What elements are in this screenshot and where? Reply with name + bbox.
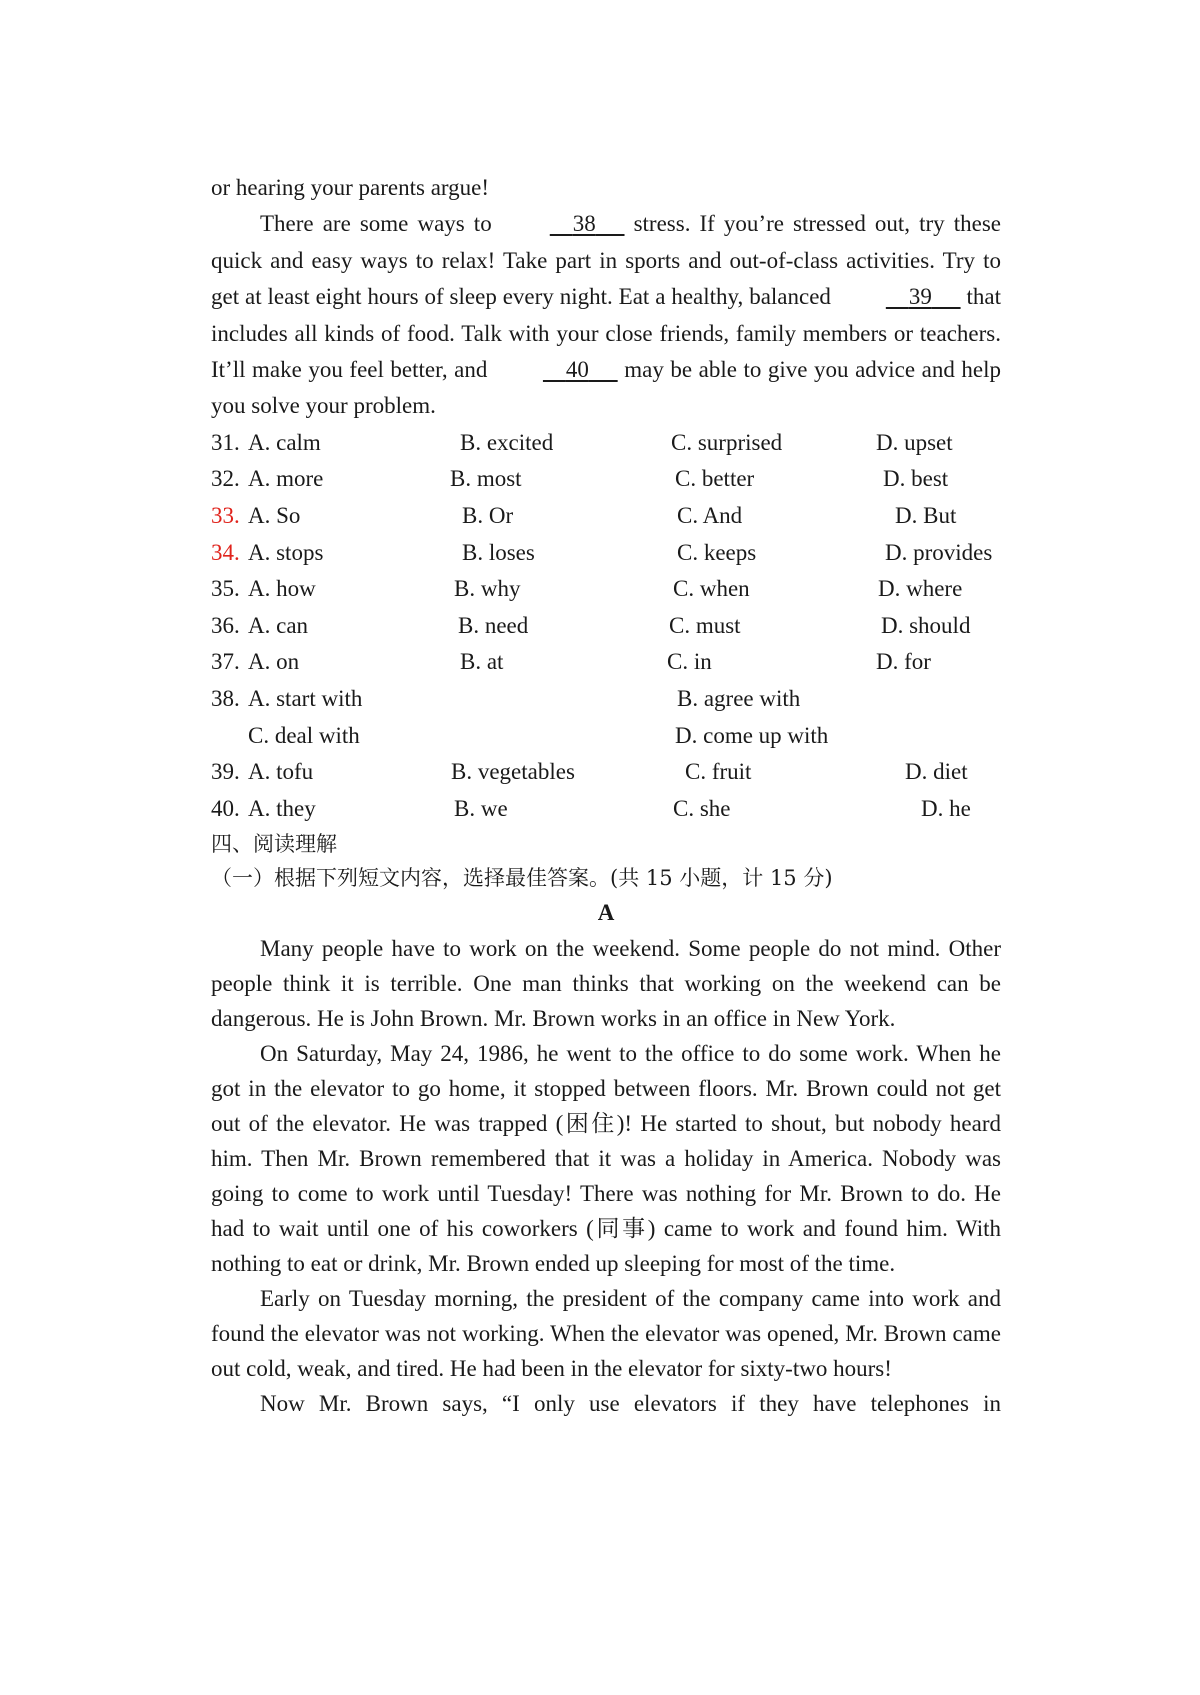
question-number: 35. [211, 576, 240, 602]
option-b: B. why [454, 576, 521, 602]
option-row-38-cont [211, 718, 1001, 755]
option-c: C. when [673, 576, 750, 602]
blank-40: 40 [565, 357, 589, 383]
passage-paragraph-3: Early on Tuesday morning, the president of the company came into work and found the elevator was not working. When the elevator was opened, Mr. Brown came out cold, weak, and tired. He had been in the elevator for sixty-two hours! [211, 1286, 1001, 1382]
blank-38: 38 [572, 211, 596, 237]
passage-paragraph-1: Many people have to work on the weekend. Some people do not mind. Other people think it is terrible. One man thinks that working on the weekend can be dangerous. He is John Brown. Mr. Brown works in an office in New York. [211, 936, 1001, 1032]
option-a: A. start with [248, 686, 363, 711]
passage-paragraph-2: On Saturday, May 24, 1986, he went to the office to do some work. When he got in the elevator to go home, it stopped between floors. Mr. Brown could not get out of the elevator. He was trapped (困住)! He started to shout, but nobody heard him. Then Mr. Brown remembered that it was a holiday in America. Nobody was going to come to work until Tuesday! There was nothing for Mr. Brown to do. He had to wait until one of his coworkers (同事) came to work and found him. With nothing to eat or drink, Mr. Brown ended up sleeping for most of the time. [211, 1041, 1001, 1277]
option-d: D. But [895, 503, 957, 529]
option-row-33 [211, 498, 1001, 535]
option-row-40 [211, 791, 1001, 828]
option-row-31 [211, 425, 1001, 462]
option-d: D. he [921, 795, 971, 821]
cloze-line-prev: or hearing your parents argue! [211, 175, 490, 200]
option-c: C. And [677, 503, 743, 529]
passage-title: A [597, 900, 615, 926]
question-number: 37. [211, 649, 240, 675]
cloze-text-d: may be able to give you advice and help you solve your problem. [211, 357, 1001, 419]
option-a: A. more [248, 466, 324, 492]
option-c: C. fruit [685, 759, 752, 785]
cloze-text-b: stress. If you’re stressed out, try these quick and easy ways to relax! Take part in sports and out-of-class activities. Try to get at least eight hours of sleep every night. Eat a healthy, balanced [211, 211, 1001, 310]
exam-page [211, 170, 1001, 1421]
option-c: C. surprised [671, 429, 783, 455]
option-c: C. she [673, 795, 731, 821]
cloze-text-c: that includes all kinds of food. Talk with your close friends, family members or teachers. It’ll make you feel better, and [211, 284, 1001, 383]
option-b: B. vegetables [451, 759, 575, 785]
option-a: A. they [248, 795, 316, 821]
option-a: A. can [248, 612, 309, 638]
option-c: C. better [675, 466, 755, 492]
option-d: D. where [878, 576, 963, 602]
option-d: D. diet [905, 759, 968, 785]
option-row-35 [211, 571, 1001, 608]
option-row-38 [211, 681, 1001, 718]
option-b: B. we [454, 795, 508, 821]
question-number: 34. [211, 539, 240, 565]
option-a: A. tofu [248, 759, 314, 785]
blank-39: 39 [908, 284, 932, 310]
question-number: 36. [211, 612, 240, 638]
option-b: B. Or [462, 503, 514, 529]
option-d: D. provides [885, 539, 993, 565]
option-row-37 [211, 644, 1001, 681]
option-b: B. agree with [677, 686, 801, 711]
passage-paragraph-4: Now Mr. Brown says, “I only use elevators if they have telephones in [260, 1391, 1001, 1417]
question-number: 31. [211, 429, 240, 455]
option-row-34 [211, 535, 1001, 572]
option-c: C. deal with [248, 722, 360, 748]
section-heading: 四、阅读理解 [211, 832, 337, 857]
option-b: B. at [460, 649, 504, 675]
option-d: D. for [876, 649, 931, 675]
option-d: D. upset [876, 429, 953, 455]
cloze-paragraph [211, 206, 1001, 424]
option-c: C. must [669, 612, 741, 638]
option-b: B. need [458, 612, 529, 638]
option-c: C. in [667, 649, 712, 675]
option-b: B. most [450, 466, 522, 492]
question-number: 33. [211, 503, 240, 529]
option-d: D. should [881, 612, 971, 638]
option-a: A. on [248, 649, 300, 675]
question-number: 38. [211, 686, 240, 711]
option-a: A. calm [248, 429, 321, 455]
option-row-36 [211, 608, 1001, 645]
option-row-32 [211, 461, 1001, 498]
option-a: A. stops [248, 539, 324, 565]
option-b: B. loses [462, 539, 535, 565]
option-b: B. excited [460, 429, 554, 455]
cloze-text-a: There are some ways to [260, 211, 501, 237]
option-a: A. how [248, 576, 316, 602]
question-number: 32. [211, 466, 240, 492]
option-d: D. best [883, 466, 949, 492]
option-c: C. keeps [677, 539, 757, 565]
option-a: A. So [248, 503, 301, 529]
question-number: 40. [211, 795, 240, 821]
option-d: D. come up with [675, 722, 829, 748]
question-number: 39. [211, 759, 240, 785]
option-row-39 [211, 754, 1001, 791]
section-instruction: （一）根据下列短文内容，选择最佳答案。(共 15 小题，计 15 分) [211, 866, 833, 891]
